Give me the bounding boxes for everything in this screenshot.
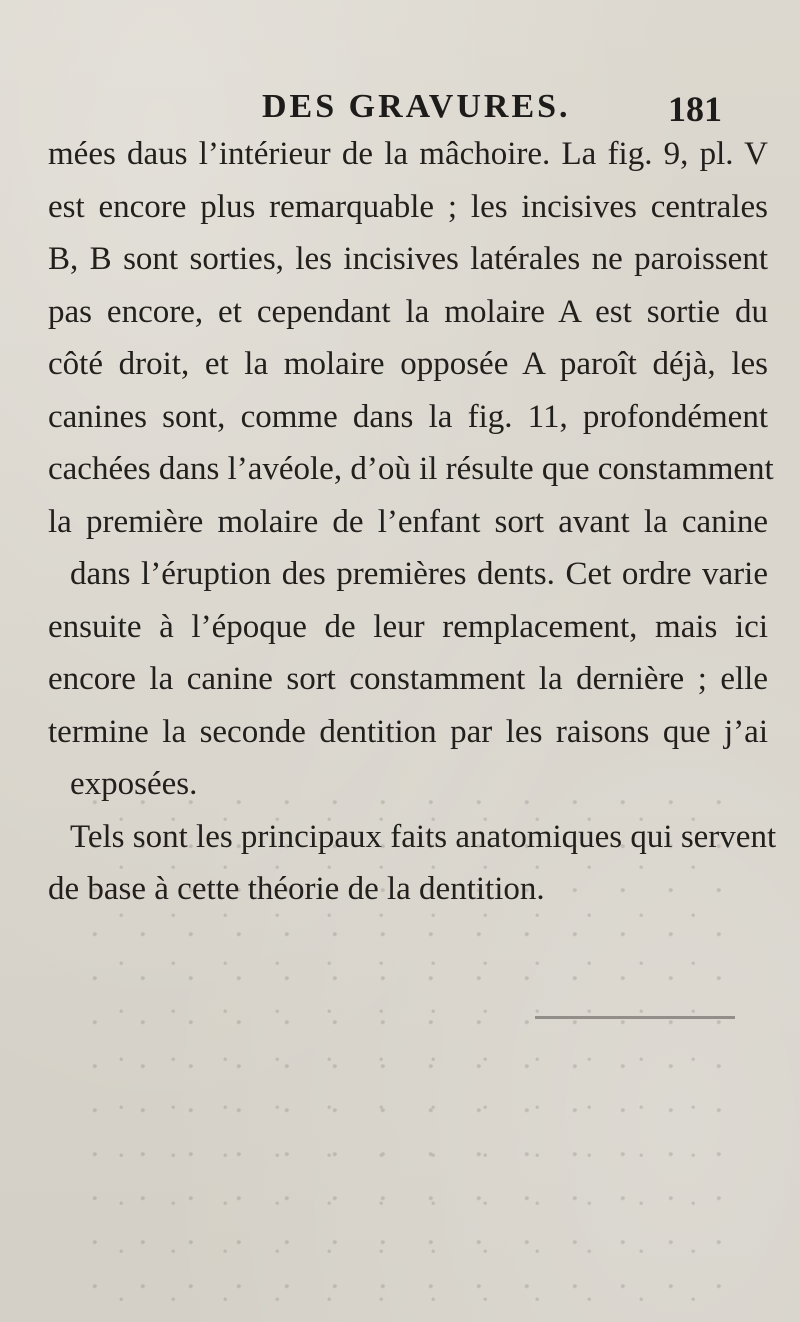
text-line: de base à cette théorie de la dentition.	[48, 871, 545, 907]
text-line: côté droit, et la molaire opposée A paroît déjà, les	[48, 346, 768, 382]
paragraph-start-line: Tels sont les principaux faits anatomiques qui servent	[70, 818, 777, 855]
text-line: B, B sont sorties, les incisives latérales ne paroissent	[48, 241, 768, 277]
text-line: exposées.	[70, 766, 198, 802]
text-line: dans l’éruption des premières dents. Cet ordre varie	[70, 556, 768, 592]
text-line: la première molaire de l’enfant sort avant la canine	[48, 503, 768, 540]
text-line: est encore plus remarquable ; les incisives centrales	[48, 188, 768, 225]
running-header	[0, 88, 800, 128]
text-line: mées daus l’intérieur de la mâchoire. La fig. 9, pl. V	[48, 136, 768, 172]
text-line: cachées dans l’avéole, d’où il résulte que constamment	[48, 451, 774, 487]
running-title: DES GRAVURES.	[262, 88, 571, 125]
show-through-speckle	[90, 800, 730, 1320]
show-through-rule	[535, 1016, 735, 1019]
text-line: ensuite à l’époque de leur remplacement, mais ici	[48, 608, 768, 645]
page-number: 181	[668, 89, 722, 129]
body-text	[48, 128, 777, 916]
text-line: termine la seconde dentition par les raisons que j’ai	[48, 713, 768, 750]
text-line: canines sont, comme dans la fig. 11, profondément	[48, 398, 768, 435]
text-line: encore la canine sort constamment la dernière ; elle	[48, 661, 768, 697]
text-line: pas encore, et cependant la molaire A est sortie du	[48, 293, 768, 330]
